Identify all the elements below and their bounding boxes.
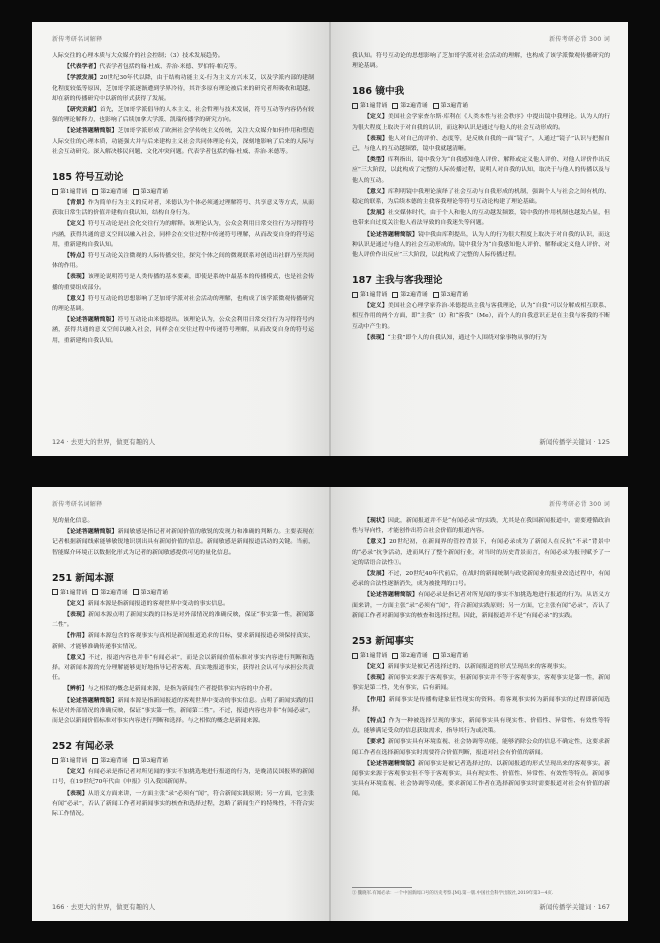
paragraph-text: 代表学者包括约翰·杜威、乔治·米德、罗伯特·帕克等。	[99, 64, 241, 71]
paragraph	[52, 73, 314, 104]
paragraph-text: 新闻本源包含的客观事实与真相是新闻报道追求的目标，要求新闻报道必须保持真实、新鲜、才能够准确传递事实情况。	[52, 633, 315, 650]
paragraph-text: 美国社会学家查尔斯·库利在《人类本性与社会秩序》中提出镜中我理论。认为人的行为很大程度上取决于对自我的认识，而这种认识是通过与他人的社会互动形成的。	[352, 114, 611, 131]
paragraph-text: 见的量化信息。	[52, 518, 94, 524]
review-checkboxes	[352, 100, 610, 109]
entry-heading: 252 有闻必录	[52, 741, 114, 753]
paragraph-text: 20世纪初，在新闻界的管控背景下，有闻必录成为了新闻人在反抗“不录”背景中的“必录”抗争活动，进而风行了整个新闻行业，对当时的历史背景而言，有闻必录为报刊赋予了一定的话语合法性①。	[352, 539, 610, 566]
page-124	[32, 22, 330, 456]
paragraph-text: 新闻敏感是指记者对新闻价值的敏锐的发现力和准确的判断力。主要表现在记者根据新闻线索能够敏锐地识别出具有新闻价值的信息。新闻敏感是新闻报道活动的关键。当前，智能媒介环境正以数据化形式为记者的新闻敏感提供可见的量化信息。	[52, 529, 315, 556]
paragraph-text: 新闻本源是指新闻报道的客观世界中变动的事实信息。	[87, 600, 229, 607]
paragraph	[352, 230, 610, 261]
page-125	[330, 22, 628, 456]
paragraph	[52, 599, 314, 609]
paragraph	[352, 716, 610, 736]
review-label: 第3遍背诵	[440, 653, 468, 660]
paragraph-text: 社交媒体时代，由于个人和他人的互动越发频繁，镜中我的作用机制也越发凸显，但也带来自过度关注他人看法导致的自我迷失等问题。	[352, 210, 611, 227]
section-tag: 【论述答题精简版】	[64, 127, 118, 135]
checkbox-icon	[433, 292, 439, 298]
entry-heading: 253 新闻事实	[352, 636, 414, 648]
page-footer: 166 · 去更大的世界，做更有趣的人	[52, 903, 156, 911]
section-tag: 【意义】	[64, 653, 89, 661]
paragraph	[52, 105, 314, 125]
review-checkboxes	[52, 587, 314, 596]
paragraph	[352, 51, 610, 71]
section-tag: 【论述答题精简版】	[64, 528, 118, 536]
paragraph	[52, 126, 314, 157]
paragraph-text: 首先，芝加哥学派倡导的人本主义、社会哲理与技术发展，符号互动等内容仍有较强的理论解释力，也影响了后续加拿大学派、凯瑞传播学的研究方向。	[52, 107, 315, 124]
paragraph-text: 符号互动论关注微观的人际传播交往，探究个体之间的微观联系对创造出社群乃至共同体的作用。	[52, 253, 315, 270]
review-label: 第1遍背诵	[60, 758, 88, 765]
paragraph	[52, 527, 314, 558]
review-label: 第1遍背诵	[60, 189, 88, 196]
section-tag: 【表现】	[64, 273, 88, 281]
paragraph-text: 他人对自己的评价、态度等，是反映自我的一面“镜子”，人通过“镜子”认识与把握自己，与他人的互动越频繁，镜中我就越清晰。	[352, 135, 611, 153]
section-tag: 【表现】	[64, 611, 89, 619]
review-checkbox-1[interactable]	[52, 590, 87, 596]
paragraph-text: 我认知。符号互动论的思想影响了芝加哥学派对社会活动的理解，也构成了该学派微观传播研究的理论基调。	[352, 53, 610, 70]
section-tag: 【作用】	[364, 695, 389, 703]
paragraph	[52, 198, 314, 218]
section-tag: 【论述答题精简版】	[64, 316, 118, 324]
review-label: 第2遍背诵	[100, 189, 128, 196]
review-checkbox-3[interactable]	[133, 590, 168, 596]
review-checkbox-3[interactable]	[433, 653, 468, 659]
section-tag: 【意义】	[64, 294, 88, 302]
section-tag: 【论述答题精简版】	[364, 230, 419, 238]
paragraph-text: 新闻事实是传播构建象征性现实的资料。将客观事实转为新闻事实的过程即新闻选择。	[352, 696, 611, 713]
section-tag: 【表现】	[364, 674, 389, 682]
review-checkbox-1[interactable]	[52, 189, 87, 195]
section-tag: 【定义】	[64, 220, 88, 228]
section-tag: 【定义】	[64, 768, 88, 776]
paragraph-text: 20世纪30年代以降，由于结构功能主义-行为主义方兴未艾，以及学派内部的建制化程度较低等原因，芝加哥学派逐渐遭到学界冷待，其许多原有理论被后来的研究者所吸收和超越，却在新的传播研究中以新的形式获得了发展。	[52, 75, 315, 102]
section-tag: 【特点】	[64, 252, 88, 260]
paragraph-text: 新闻事实是被记者选择过的、以新闻报道的形式呈现出来的客观事实。	[387, 664, 571, 671]
paragraph-text: 从语义方面来讲，一方面主张“录”必须有“闻”，符合新闻实践原则；另一方面，它主张有闻“必录”，否认了新闻工作者对新闻事实的核查和选择过程，忽略了新闻生产的特殊性，不符合实际工作情况。	[52, 790, 315, 818]
review-checkbox-2[interactable]	[392, 103, 427, 109]
running-header: 新传考研必背 300 词	[549, 501, 610, 508]
checkbox-icon	[392, 103, 398, 109]
paragraph	[52, 684, 314, 694]
page-167	[330, 487, 628, 921]
paragraph	[352, 590, 610, 621]
paragraph-text: 人际交往的心理本质与大众媒介的社会控制；（3）技术发展趋势。	[52, 53, 224, 59]
section-tag: 【意义】	[364, 538, 390, 546]
paragraph	[352, 333, 610, 343]
paragraph	[352, 737, 610, 757]
paragraph-text: 新闻本源点明了新闻实践的目标是对外部情况的准确反映，保证“事实第一性，新闻第二性”。	[52, 612, 315, 629]
review-label: 第3遍背诵	[140, 189, 168, 196]
paragraph	[352, 208, 610, 228]
paragraph	[352, 155, 610, 186]
review-label: 第2遍背诵	[100, 758, 128, 765]
review-checkbox-3[interactable]	[433, 103, 468, 109]
review-label: 第3遍背诵	[440, 292, 468, 299]
review-checkboxes	[52, 186, 314, 195]
section-tag: 【定义】	[364, 663, 388, 671]
checkbox-icon	[133, 189, 139, 195]
checkbox-icon	[433, 103, 439, 109]
paragraph	[52, 315, 314, 346]
paragraph-text: 作为简单行为主义的反对者，米德认为个体必须通过理解符号、共享意义等方式，从而获取日常生活的价值并建构自我认知，结构自身行为。	[52, 200, 315, 217]
checkbox-icon	[392, 292, 398, 298]
section-tag: 【论述答题精简版】	[364, 591, 419, 599]
review-label: 第1遍背诵	[60, 589, 88, 596]
section-tag: 【定义】	[64, 599, 88, 607]
paragraph	[352, 537, 610, 568]
review-label: 第2遍背诵	[400, 292, 428, 299]
paragraph	[352, 301, 610, 332]
paragraph-text: “主我”即个人的自我认知，通过个人围绕对象事物从事的行为	[387, 334, 547, 341]
paragraph-text: 新闻事实是被记者选择过的、以新闻报道的形式呈现出来的客观事实。新闻事实来源于客观事实但不等于客观事实，具有现实性、价值性、异常性、有效性等特点。新闻事实具有环境监视、社会协调等功能，要求新闻工作者在选择新闻事实时需要报道对社会有价值的新闻。	[352, 760, 611, 798]
paragraph-text: 作为一种被选择呈现的事实，新闻事实具有现实性、价值性、异常性、有效性等特点，能够满足受众的信息获取需求，指导其行为或决策。	[352, 718, 611, 735]
paragraph	[52, 219, 314, 250]
checkbox-icon	[352, 292, 358, 298]
paragraph-text: 库利指出，镜中我分为“自我感知他人评价、解释或定义他人评价、对他人评价作出反应”三大阶段，以此构成了完整的人际传播过程，说明人对自我的认知，取决于与他人的传播以及与他人的互动。	[352, 157, 611, 184]
paragraph	[352, 662, 610, 672]
review-checkbox-2[interactable]	[92, 758, 127, 764]
review-checkboxes	[52, 755, 314, 764]
checkbox-icon	[92, 189, 98, 195]
footnote-rule	[352, 887, 412, 888]
paragraph	[52, 272, 314, 292]
paragraph	[352, 112, 610, 132]
review-checkbox-3[interactable]	[133, 758, 168, 764]
paragraph-text: 不过，20世纪40年代前后，在战时的新闻统制与政党新闻业的报业改造过程中，有闻必录的合法性逐渐消失，成为被批判的口号。	[352, 571, 611, 588]
paragraph-text: 不过，报道内容也并非“有闻必录”，而是会以新闻价值标准对事实内容进行判断和选择。对新闻本源的充分理解能够更好地指导记者客观、真实地报道事实，获得社会认可与承担公共责任。	[52, 654, 315, 682]
paragraph	[52, 251, 314, 271]
checkbox-icon	[52, 758, 58, 764]
review-checkbox-1[interactable]	[352, 653, 387, 659]
review-checkboxes	[352, 289, 610, 298]
review-label: 第2遍背诵	[400, 103, 428, 110]
page-footer: 新闻传播学关键词 · 167	[539, 903, 610, 911]
paragraph-text: 新闻本源是指新闻报道的客观世界中变动的事实信息。点明了新闻实践的目标是对外部情况的准确反映，保证“事实第一性，新闻第二性”。不过，报道内容也并非“有闻必录”，而是会以新闻价值标准对事实内容进行判断和选择。与之相似的概念是新闻来源。	[52, 697, 315, 725]
paragraph	[52, 767, 314, 787]
paragraph	[52, 696, 314, 727]
book-spread-top	[32, 22, 628, 456]
section-tag: 【定义】	[364, 302, 388, 310]
checkbox-icon	[352, 653, 358, 659]
entry-heading: 251 新闻本源	[52, 572, 114, 584]
entry-heading: 186 镜中我	[352, 86, 405, 98]
paragraph-text: 符号互动论由米德提出。该理论认为，公众会利用日常交往行为习得符号内涵，获得共通的意义空间以融入社会，同样会在交往过程中传递符号理解，从而改变自身的符号运用，重新建构自我认知。	[52, 317, 315, 344]
section-tag: 【论述答题精简版】	[364, 759, 419, 767]
review-checkbox-1[interactable]	[352, 103, 387, 109]
review-checkbox-1[interactable]	[52, 758, 87, 764]
section-tag: 【作用】	[64, 632, 88, 640]
entry-heading: 185 符号互动论	[52, 172, 124, 184]
paragraph	[352, 759, 610, 800]
paragraph	[52, 610, 314, 630]
review-label: 第2遍背诵	[400, 653, 428, 660]
section-tag: 【类型】	[364, 156, 388, 164]
paragraph	[352, 673, 610, 693]
paragraph	[52, 789, 314, 820]
paragraph	[352, 187, 610, 207]
entry-heading: 187 主我与客我理论	[352, 275, 443, 287]
checkbox-icon	[92, 758, 98, 764]
paragraph-text: 有闻必录是指记者对所见闻的事实不加挑选地进行报道的行为。从语义方面来讲，一方面主张“录”必须有“闻”，符合新闻实践原则；另一方面，它主张有闻“必录”，否认了新闻工作者对新闻事实的核查和选择过程。因此，新闻报道并不是“有闻必录”的实践。	[352, 592, 611, 619]
paragraph	[52, 631, 314, 651]
paragraph	[52, 294, 314, 314]
paragraph	[52, 51, 314, 61]
paragraph	[52, 516, 314, 526]
checkbox-icon	[433, 653, 439, 659]
section-tag: 【现状】	[364, 517, 388, 524]
section-tag: 【研究贡献】	[64, 106, 100, 114]
review-checkbox-3[interactable]	[433, 292, 468, 298]
checkbox-icon	[133, 589, 139, 595]
section-tag: 【表现】	[64, 789, 88, 797]
review-label: 第3遍背诵	[140, 758, 168, 765]
checkbox-icon	[52, 589, 58, 595]
review-checkbox-2[interactable]	[392, 292, 427, 298]
review-label: 第1遍背诵	[360, 653, 388, 660]
section-tag: 【特点】	[364, 717, 389, 725]
section-tag: 【代表学者】	[64, 63, 100, 71]
paragraph-text: 与之相似的概念是新闻来源，是指为新闻生产者提供事实内容的中介者。	[87, 686, 277, 693]
section-tag: 【学派发展】	[64, 74, 100, 82]
paragraph	[352, 569, 610, 589]
footnote: ① 魏晓军.有闻必录：一个中国新闻口号的历史考察.[M].第一版.中国社会科学出版社,2019年第3—4页.	[352, 891, 554, 896]
paragraph-text: 有闻必录是指记者对所见闻的事实不加挑选地进行报道的行为，是晚清民国报界的新闻口号，在19世纪70年代由《申报》引入我国新闻界。	[52, 769, 315, 786]
paragraph-text: 新闻事实具有环境监视、社会协调等功能，能够消除公众的信息不确定性，这要求新闻工作者在选择新闻事实时需要符合价值判断，报道对社会有价值的新闻。	[352, 739, 611, 756]
section-tag: 【表现】	[364, 333, 388, 341]
paragraph	[52, 62, 314, 72]
review-label: 第1遍背诵	[360, 103, 388, 110]
paragraph-text: 镜中我由库利提出，认为人的行为很大程度上取决于对自我的认识，而这种认识是通过与他人的社会互动形成的。镜中我分为“自我感知他人评价、解释或定义他人评价、对他人评价作出反应”三大阶段，以此构成了完整的人际传播过程。	[352, 231, 611, 259]
section-tag: 【发展】	[364, 209, 389, 217]
review-checkbox-1[interactable]	[352, 292, 387, 298]
paragraph-text: 库利明镜中我理论演绎了社会互动与自我形成的机制，强调个人与社会之间有机的、稳定的联系，为后续本德的主我客我理论等符号互动论构建了理论基础。	[352, 188, 611, 206]
checkbox-icon	[133, 758, 139, 764]
section-tag: 【辨析】	[64, 685, 88, 693]
review-label: 第2遍背诵	[100, 589, 128, 596]
checkbox-icon	[52, 189, 58, 195]
checkbox-icon	[352, 103, 358, 109]
section-tag: 【发展】	[364, 570, 388, 578]
running-header: 新传考研名词解释	[52, 36, 103, 43]
review-label: 第3遍背诵	[440, 103, 468, 110]
paragraph	[52, 653, 314, 684]
running-header: 新传考研名词解释	[52, 501, 103, 508]
checkbox-icon	[392, 653, 398, 659]
paragraph-text: 美国社会心理学家乔治·米德提出主我与客我理论，认为“自我”可以分解成相互联系、相互作用的两个方面，即“主我”（I）和“客我”（Me），而个人的自我意识正是在主我与客我的不断互动中产生的。	[352, 303, 611, 330]
review-checkbox-2[interactable]	[392, 653, 427, 659]
book-spread-bottom	[32, 487, 628, 921]
section-tag: 【意义】	[364, 187, 389, 195]
checkbox-icon	[92, 589, 98, 595]
page-footer: 124 · 去更大的世界，做更有趣的人	[52, 438, 156, 446]
paragraph	[352, 695, 610, 715]
review-label: 第3遍背诵	[140, 589, 168, 596]
review-checkboxes	[352, 650, 610, 659]
running-header: 新传考研必背 300 词	[549, 36, 610, 43]
review-label: 第1遍背诵	[360, 292, 388, 299]
paragraph-text: 芝加哥学派形成了欧洲社会学传统主义传统，关注大众媒介如何作用和塑造人际交往的心理本质，功能强大并与后来建构主义社会共同体理论有关，深刻地影响了后来的人际与社会互动研究。深入解决移民问题、文化冲突问题。代表学者包括约翰·杜威、乔治·米德等。	[52, 128, 315, 155]
paragraph-text: 因此，新闻报道并不是“有闻必录”的实践，尤其是在我国新闻报道中，需要遵循政治性与导向性，才能创作出符合社会价值的报道内容。	[352, 518, 611, 535]
paragraph-text: 符号互动论的思想影响了芝加哥学派对社会活动的理解，也构成了该学派微观传播研究的理论基调。	[52, 295, 315, 313]
page-166	[32, 487, 330, 921]
review-checkbox-3[interactable]	[133, 189, 168, 195]
paragraph-text: 该理论说明符号是人类传播的基本要素，即使是系统中最基本的传播模式，也是社会传播的重要组成部分。	[52, 274, 315, 291]
paragraph	[352, 516, 610, 536]
page-footer: 新闻传播学关键词 · 125	[539, 438, 610, 446]
section-tag: 【背景】	[64, 199, 88, 207]
section-tag: 【表现】	[364, 134, 388, 142]
section-tag: 【定义】	[364, 113, 388, 121]
paragraph	[352, 134, 610, 154]
paragraph-text: 符号互动论是社会化交往行为的解释。该理论认为，公众会利用日常交往行为习得符号内涵，获得共通的意义空间以融入社会，同样会在交往过程中传递符号理解，从而改变自身的符号运用，重新建构自我认知。	[52, 221, 315, 248]
section-tag: 【论述答题精简版】	[64, 696, 118, 704]
review-checkbox-2[interactable]	[92, 590, 127, 596]
paragraph-text: 新闻事实来源于客观事实，但新闻事实并不等于客观事实，客观事实是第一性，新闻事实是第二性，先有事实，后有新闻。	[352, 675, 611, 692]
section-tag: 【要求】	[364, 738, 389, 746]
review-checkbox-2[interactable]	[92, 189, 127, 195]
